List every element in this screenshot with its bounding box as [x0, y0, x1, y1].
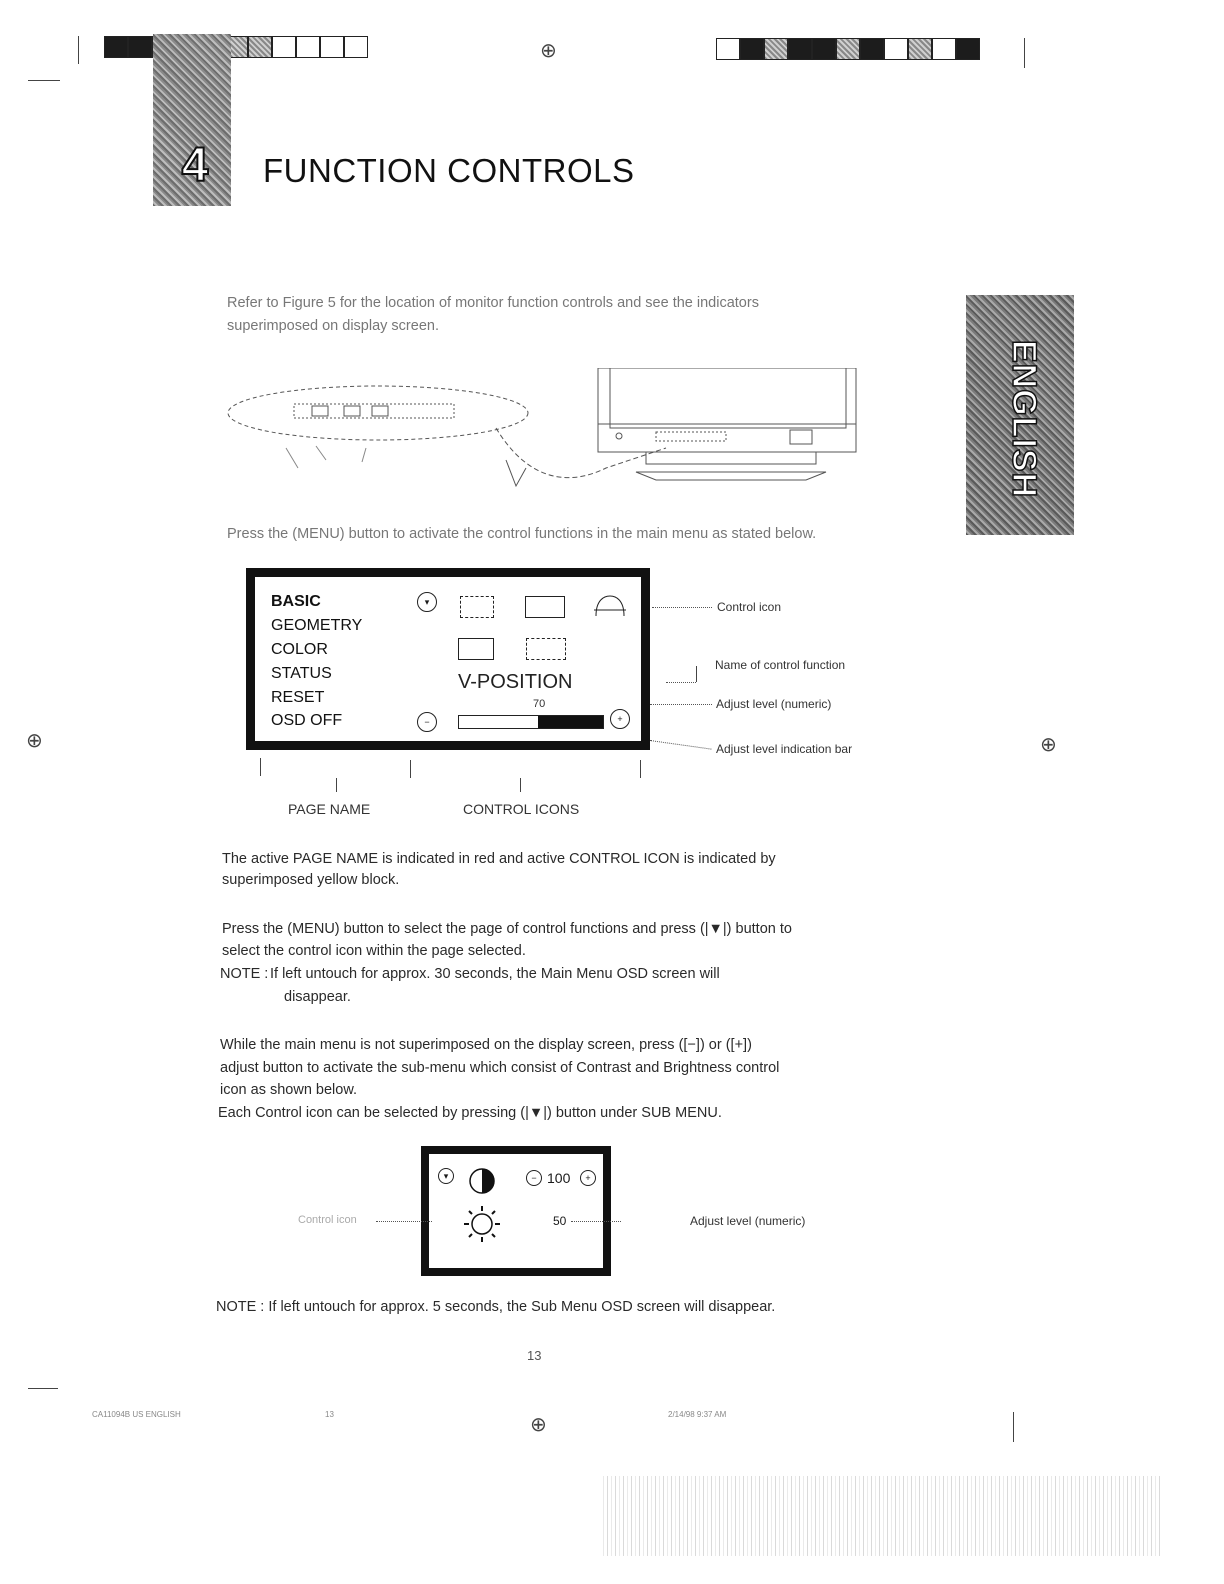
note-label: NOTE :	[220, 966, 269, 982]
note-line-1: If left untouch for approx. 30 seconds, the Main Menu OSD screen will	[270, 966, 720, 982]
sub-callout-control-icon: Control icon	[298, 1214, 357, 1226]
plus-icon: +	[610, 709, 630, 729]
submenu-line-1: While the main menu is not superimposed on the display screen, press ([−]) or ([+])	[220, 1037, 752, 1053]
leader-line	[650, 740, 712, 750]
scan-noise	[600, 1476, 1160, 1556]
down-arrow-icon: ▾	[438, 1168, 454, 1184]
submenu-line-3: icon as shown below.	[220, 1082, 358, 1098]
color-bar-left	[104, 36, 368, 58]
submenu-line-4: Each Control icon can be selected by pressing (|▼|) button under SUB MENU.	[218, 1105, 722, 1121]
bracket-line	[336, 778, 337, 792]
footer-page: 13	[325, 1410, 334, 1419]
page-name-color: COLOR	[271, 641, 328, 658]
active-line-2: superimposed yellow block.	[222, 872, 400, 888]
page-name-status: STATUS	[271, 665, 332, 682]
label-control-icons: CONTROL ICONS	[463, 801, 580, 817]
leader-line	[650, 704, 712, 705]
color-bar-right	[716, 38, 980, 60]
page-name-geometry: GEOMETRY	[271, 617, 363, 634]
down-arrow-icon: ▾	[417, 592, 437, 612]
registration-mark-icon: ⊕	[530, 1414, 547, 1436]
plus-icon: +	[580, 1170, 596, 1186]
final-note: NOTE : If left untouch for approx. 5 seconds, the Sub Menu OSD screen will disappear.	[216, 1299, 776, 1315]
v-size-icon	[525, 596, 565, 618]
bracket-line	[410, 760, 411, 778]
intro-line-1: Refer to Figure 5 for the location of monitor function controls and see the indicators	[227, 295, 759, 311]
adjust-level-bar-fill	[538, 716, 603, 728]
crop-mark	[1024, 38, 1025, 68]
contrast-level: 100	[547, 1170, 571, 1186]
leader-line	[666, 682, 696, 683]
page-name-basic: BASIC	[271, 593, 321, 610]
crop-mark	[78, 36, 79, 64]
note-line-2: disappear.	[284, 989, 351, 1005]
registration-mark-icon: ⊕	[1040, 734, 1057, 756]
sub-callout-adjust-level: Adjust level (numeric)	[690, 1214, 806, 1228]
leader-line	[696, 666, 697, 682]
contrast-icon	[468, 1167, 496, 1195]
registration-mark-icon: ⊕	[26, 730, 43, 752]
leader-line	[652, 607, 712, 608]
page-title: FUNCTION CONTROLS	[263, 152, 635, 189]
minus-icon: −	[417, 712, 437, 732]
h-size-icon	[460, 596, 494, 618]
submenu-line-2: adjust button to activate the sub-menu which consist of Contrast and Brightness control	[220, 1060, 780, 1076]
brightness-level: 50	[553, 1214, 567, 1228]
page-name-reset: RESET	[271, 689, 325, 706]
select-line-2: select the control icon within the page selected.	[222, 943, 526, 959]
leader-line	[376, 1221, 432, 1222]
footer-file: CA11094B US ENGLISH	[92, 1410, 181, 1419]
leader-line	[571, 1221, 621, 1222]
chapter-number: 4	[181, 139, 209, 192]
crop-mark	[28, 1388, 58, 1389]
bracket-line	[520, 778, 521, 792]
sub-osd-screen	[421, 1146, 611, 1276]
brightness-icon	[462, 1204, 502, 1244]
registration-mark-icon: ⊕	[540, 40, 557, 62]
h-position-icon	[458, 638, 494, 660]
adjust-level-number: 70	[533, 698, 546, 710]
pincushion-icon	[592, 594, 628, 620]
callout-function-name: Name of control function	[715, 658, 846, 672]
press-menu-instruction: Press the (MENU) button to activate the control functions in the main menu as stated below.	[227, 526, 817, 542]
intro-line-2: superimposed on display screen.	[227, 318, 439, 334]
language-tab-label: ENGLISH	[1005, 340, 1043, 499]
select-line-1: Press the (MENU) button to select the page of control functions and press (|▼|) button to	[222, 921, 792, 937]
v-position-icon	[526, 638, 566, 660]
control-function-name: V-POSITION	[458, 671, 573, 693]
minus-icon: −	[526, 1170, 542, 1186]
active-line-1: The active PAGE NAME is indicated in red and active CONTROL ICON is indicated by	[222, 851, 776, 867]
bracket-line	[260, 758, 261, 776]
page-number: 13	[527, 1348, 542, 1363]
callout-adjust-bar: Adjust level indication bar	[716, 742, 853, 756]
callout-control-icon: Control icon	[717, 600, 782, 614]
bracket-line	[640, 760, 641, 778]
crop-mark	[28, 80, 60, 81]
callout-adjust-numeric: Adjust level (numeric)	[716, 697, 832, 711]
monitor-illustration	[226, 368, 866, 500]
page-name-osd-off: OSD OFF	[271, 712, 343, 729]
adjust-level-bar	[458, 715, 604, 729]
footer-timestamp: 2/14/98 9:37 AM	[668, 1410, 727, 1419]
label-page-name: PAGE NAME	[288, 801, 371, 817]
crop-mark	[1013, 1412, 1014, 1442]
